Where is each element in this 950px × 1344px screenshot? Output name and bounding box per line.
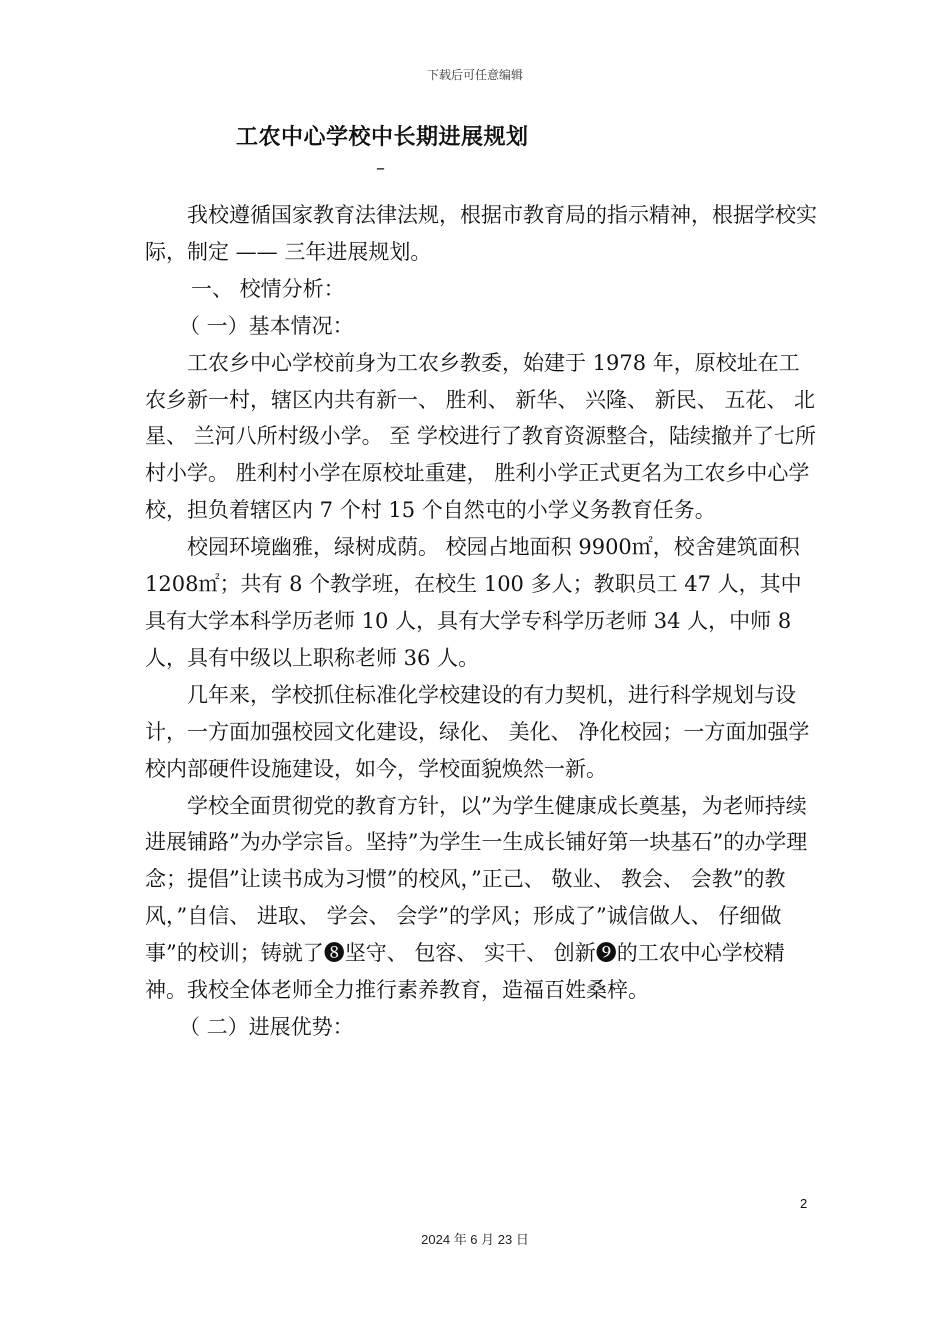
paragraph-basic-info: 工农乡中心学校前身为工农乡教委，始建于 1978 年，原校址在工农乡新一村，辖区内共有新一、 胜利、 新华、 兴隆、 新民、 五花、 北星、 兰河八所村级小学。 至 学校进行了教育资源整合，陆续撤并了七所村小学。 胜利村小学在原校址重建， 胜利小学正式更名为工农乡中心学校，担负着辖区内 7 个村 15 个自然屯的小学义务教育任务。 <box>145 350 817 523</box>
paragraph-construction: 几年来，学校抓住标准化学校建设的有力契机，进行科学规划与设计，一方面加强校园文化建设，绿化、 美化、 净化校园；一方面加强学校内部硬件设施建设，如今，学校面貌焕然一新。 <box>145 682 810 781</box>
title-mark: – <box>376 158 385 179</box>
section-heading-1: 一、 校情分析： <box>191 276 345 301</box>
subsection-heading-2: （ 二）进展优势： <box>179 1014 354 1039</box>
page-number: 2 <box>800 1196 808 1211</box>
subsection-heading-1: （ 一）基本情况： <box>179 313 354 338</box>
paragraph-campus: 校园环境幽雅，绿树成荫。 校园占地面积 9900㎡，校舍建筑面积 1208㎡；共有 8 个教学班，在校生 100 多人；教职员工 47 人，其中具有大学本科学历老师 10 人，具有大学专科学历老师 34 人，中师 8 人，具有中级以上职称老师 36 人。 <box>145 535 802 670</box>
document-body <box>145 197 817 1046</box>
document-title: 工农中心学校中长期进展规划 <box>236 125 529 150</box>
paragraph-philosophy: 学校全面贯彻党的教育方针，以”为学生健康成长奠基，为老师持续进展铺路”为办学宗旨。坚持”为学生一生成长铺好第一块基石”的办学理念；提倡”让读书成为习惯”的校风，”正己、 敬业、 教会、 会教”的教风，”自信、 进取、 学会、 会学”的学风；形成了”诚信做人、 仔细做事”的校训；铸就了❽坚守、 包容、 实干、 创新❾的工农中心学校精神。我校全体老师全力推行素养教育，造福百姓桑梓。 <box>145 793 808 1003</box>
footer-date: 2024 年 6 月 23 日 <box>421 1232 529 1247</box>
header-note: 下载后可任意编辑 <box>426 68 523 82</box>
intro-paragraph: 我校遵循国家教育法律法规，根据市教育局的指示精神，根据学校实际，制定 —— 三年进展规划。 <box>145 203 817 264</box>
